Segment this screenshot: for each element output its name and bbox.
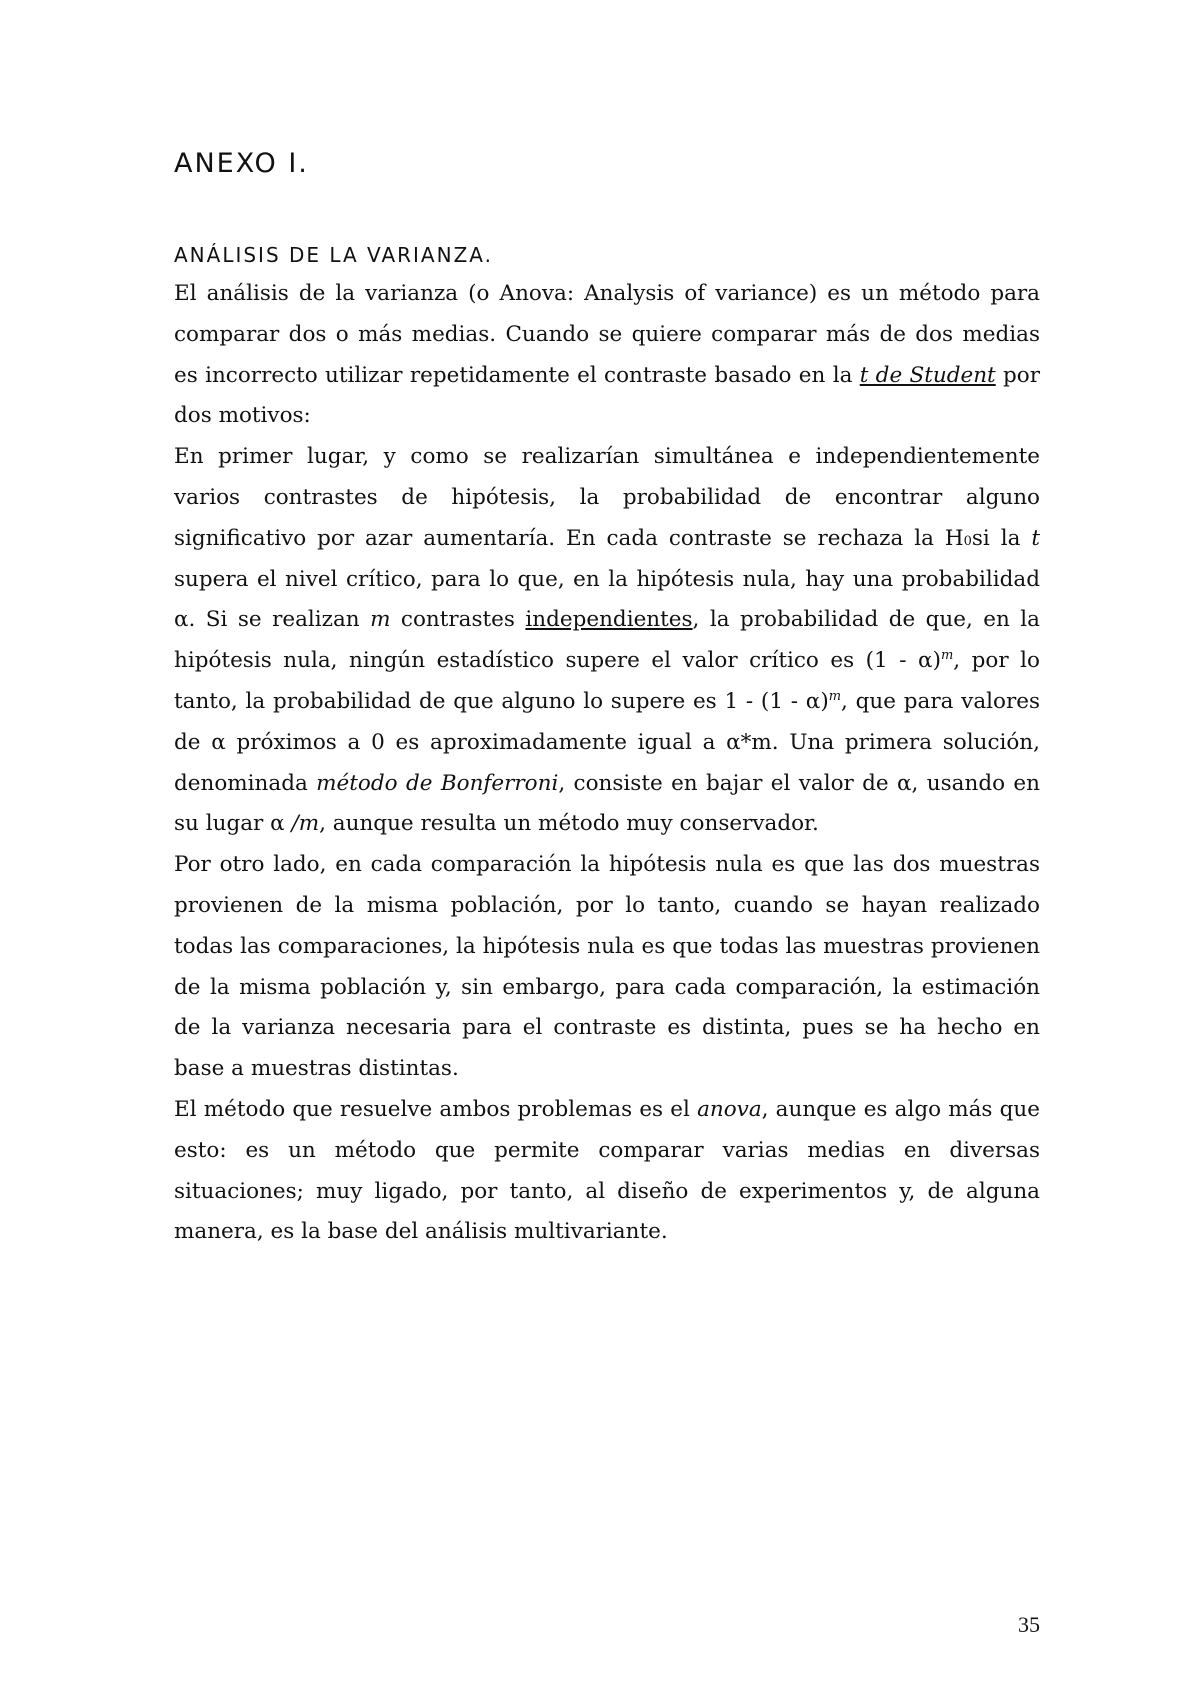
text-run: En primer lugar, y como se realizarían simultánea e independientemente varios contrastes de hipótesis, la probabilidad de encontrar alguno significativo por azar aumentaría. En cada contraste se rechaza la H (174, 444, 1040, 551)
text-run: El análisis de la varianza (o Anova: Analysis of variance) es un método para comparar dos o más medias. Cuando se quiere comparar más de dos medias es incorrecto utilizar repetidamente el contraste basado en la (174, 281, 1040, 388)
bonferroni-term: método de Bonferroni (316, 770, 559, 796)
slash-m-symbol: /m (291, 811, 320, 837)
annex-title: ANEXO I. (174, 148, 309, 179)
text-run: por dos motivos: (174, 362, 1040, 429)
text-run: , aunque resulta un método muy conservador. (319, 811, 819, 837)
body-text (174, 274, 1040, 1253)
h-subscript: 0 (963, 533, 972, 549)
m-superscript: m (828, 688, 842, 704)
text-run: El método que resuelve ambos problemas es el (174, 1096, 698, 1122)
m-symbol: m (370, 607, 391, 633)
paragraph-intro (174, 274, 1040, 437)
text-run: , aunque es algo más que esto: es un método que permite comparar varias medias en diversas situaciones; muy ligado, por tanto, al diseño de experimentos y, de alguna manera, es la base del análisis multivariante. (174, 1096, 1040, 1245)
paragraph-first-reason (174, 437, 1040, 845)
paragraph-conclusion (174, 1090, 1040, 1253)
text-run: , por lo tanto, la probabilidad de que alguno lo supere es 1 - (1 - α) (174, 648, 1041, 714)
t-student-link[interactable]: t de Student (859, 362, 996, 388)
text-run: supera el nivel crítico, para lo que, en la hipótesis nula, hay una probabilidad α. Si se realizan (174, 566, 1040, 633)
independientes-link[interactable]: independientes (525, 607, 693, 633)
text-run: , la probabilidad de que, en la hipótesis nula, ningún estadístico supere el valor crítico es (1 - α) (174, 607, 1040, 674)
text-run: , que para valores de α próximos a 0 es aproximadamente igual a α*m. Una primera solución, denominada (174, 688, 1041, 796)
t-symbol: t (1031, 525, 1040, 551)
page-number: 35 (1018, 1612, 1040, 1637)
text-run: contrastes (390, 607, 526, 633)
anova-term: anova (697, 1096, 762, 1122)
section-heading: ANÁLISIS DE LA VARIANZA. (174, 243, 493, 267)
m-superscript: m (940, 648, 954, 664)
text-run: , consiste en bajar el valor de α, usando en su lugar α (174, 770, 1040, 837)
document-page (174, 0, 1040, 1698)
paragraph-second-reason: Por otro lado, en cada comparación la hipótesis nula es que las dos muestras provienen de la misma población, por lo tanto, cuando se hayan realizado todas las comparaciones, la hipótesis nula es que todas las muestras provienen de la misma población y, sin embargo, para cada comparación, la estimación de la varianza necesaria para el contraste es distinta, pues se ha hecho en base a muestras distintas. (174, 852, 1040, 1082)
text-run: si la (971, 525, 1032, 551)
